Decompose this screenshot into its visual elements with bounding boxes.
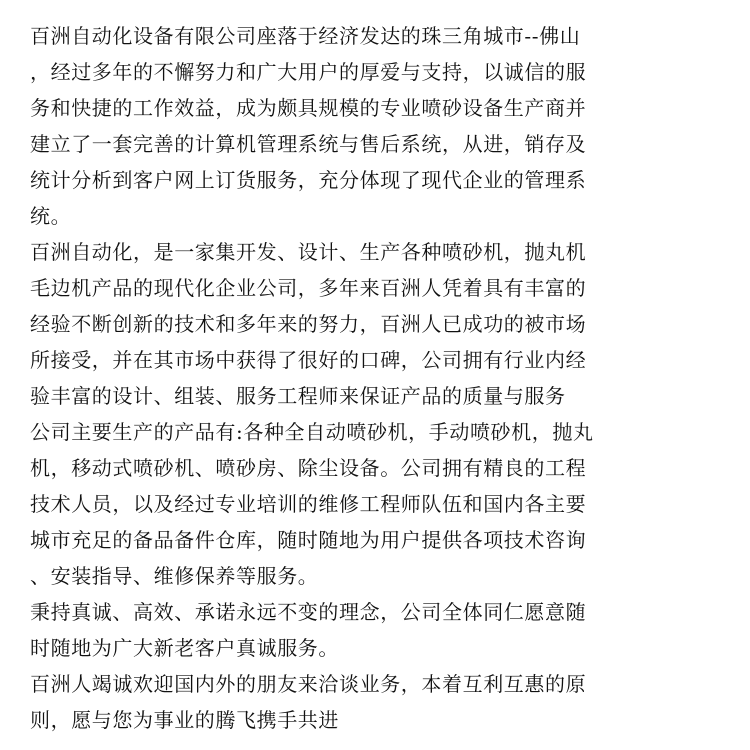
text-line: 城市充足的备品备件仓库，随时随地为用户提供各项技术咨询 bbox=[30, 528, 587, 552]
paragraph-company-profile bbox=[30, 234, 720, 414]
text-line: 秉持真诚、高效、承诺永远不变的理念，公司全体同仁愿意随 bbox=[30, 600, 587, 624]
text-line: ，经过多年的不懈努力和广大用户的厚爱与支持，以诚信的服 bbox=[30, 60, 587, 84]
paragraph-company-intro bbox=[30, 18, 720, 234]
text-line: 技术人员，以及经过专业培训的维修工程师队伍和国内各主要 bbox=[30, 492, 587, 516]
text-line: 建立了一套完善的计算机管理系统与售后系统，从进，销存及 bbox=[30, 132, 587, 156]
text-line: 经验不断创新的技术和多年来的努力，百洲人已成功的被市场 bbox=[30, 312, 587, 336]
paragraph-philosophy bbox=[30, 594, 720, 666]
text-line: 百洲自动化设备有限公司座落于经济发达的珠三角城市--佛山 bbox=[30, 24, 581, 48]
text-line: 统。 bbox=[30, 204, 72, 228]
text-line: 务和快捷的工作效益，成为颇具规模的专业喷砂设备生产商并 bbox=[30, 96, 587, 120]
paragraph-products bbox=[30, 414, 720, 594]
text-line: 则，愿与您为事业的腾飞携手共进 bbox=[30, 708, 339, 732]
text-line: 、安装指导、维修保养等服务。 bbox=[30, 564, 319, 588]
text-line: 所接受，并在其市场中获得了很好的口碑，公司拥有行业内经 bbox=[30, 348, 587, 372]
paragraph-welcome bbox=[30, 666, 720, 738]
text-line: 时随地为广大新老客户真诚服务。 bbox=[30, 636, 339, 660]
text-line: 公司主要生产的产品有:各种全自动喷砂机，手动喷砂机，抛丸 bbox=[30, 420, 594, 444]
text-line: 机，移动式喷砂机、喷砂房、除尘设备。公司拥有精良的工程 bbox=[30, 456, 587, 480]
text-line: 统计分析到客户网上订货服务，充分体现了现代企业的管理系 bbox=[30, 168, 587, 192]
document-body bbox=[30, 18, 720, 738]
text-line: 毛边机产品的现代化企业公司，多年来百洲人凭着具有丰富的 bbox=[30, 276, 587, 300]
text-line: 百洲人竭诚欢迎国内外的朋友来洽谈业务，本着互利互惠的原 bbox=[30, 672, 587, 696]
text-line: 百洲自动化，是一家集开发、设计、生产各种喷砂机，抛丸机 bbox=[30, 240, 587, 264]
text-line: 验丰富的设计、组装、服务工程师来保证产品的质量与服务 bbox=[30, 384, 566, 408]
